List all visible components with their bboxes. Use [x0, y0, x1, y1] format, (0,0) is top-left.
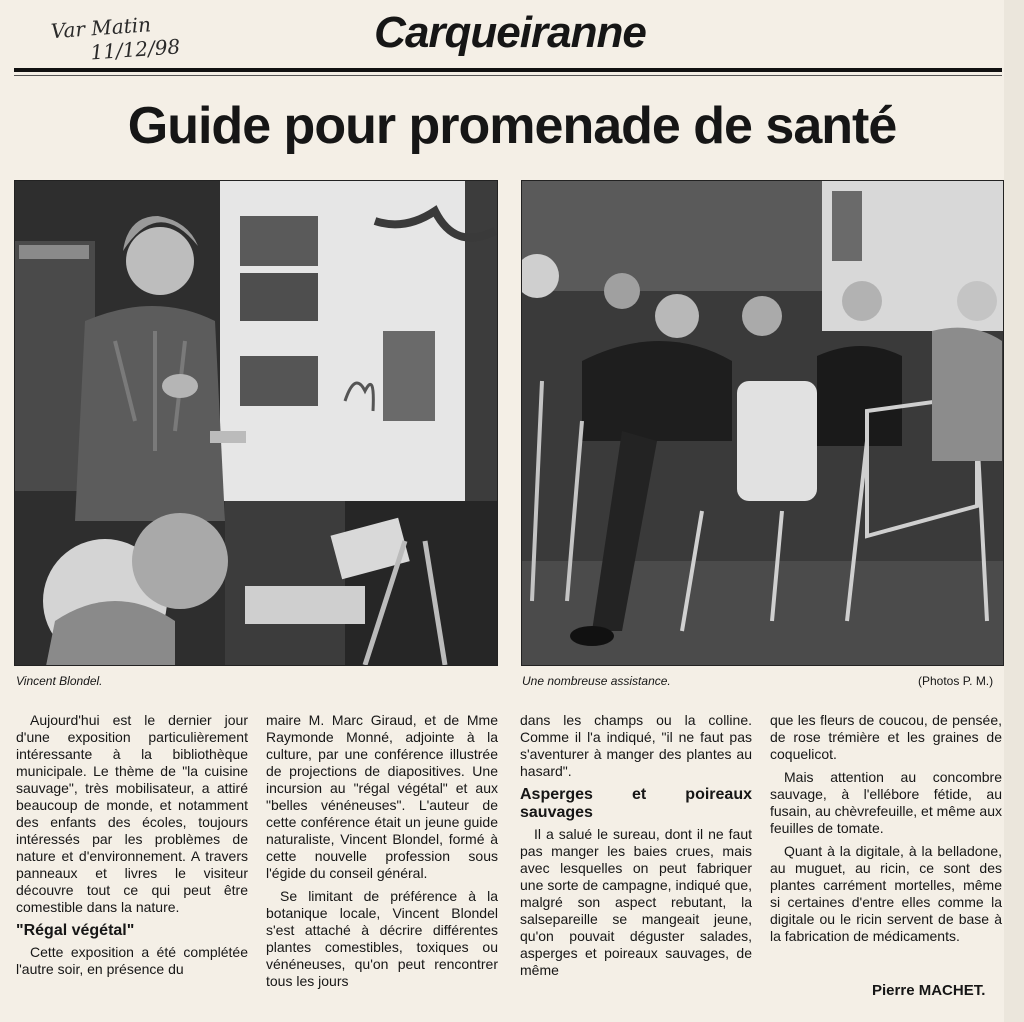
photo-caption-left: Vincent Blondel. — [16, 674, 103, 688]
article-column-4 — [770, 712, 1002, 951]
section-title: Carqueiranne — [374, 8, 646, 57]
header-rule-thin — [14, 75, 1002, 76]
handwritten-paper-name: Var Matin — [50, 12, 152, 44]
paragraph: Aujourd'hui est le dernier jour d'une exposition particulièrement intéressante à la bibliothèque municipale. Le thème de "la cuisine sauvage", très mobilisateur, a attiré beaucoup de monde, et notamment des enfants des écoles, toujours intéressés par les problèmes de nature et d'environnement. A travers panneaux et livres le visiteur découvre tout ce qui peut être comestible dans la nature. — [16, 712, 248, 915]
photo-caption-right: Une nombreuse assistance. — [522, 674, 671, 688]
article-column-1 — [16, 712, 248, 984]
paragraph: maire M. Marc Giraud, et de Mme Raymonde Monné, adjointe à la culture, par une conférence illustrée de projections de diapositives. Une incursion au "régal végétal" et aux "belles vénéneuses". L'auteur de cette conférence était un jeune guide naturaliste, Vincent Blondel, formé à cette nouvelle profession sous l'égide du conseil général. — [266, 712, 498, 881]
headline: Guide pour promenade de santé — [127, 97, 897, 155]
subheading: "Régal végétal" — [16, 922, 135, 939]
header-rule — [14, 68, 1002, 72]
paragraph: Mais attention au concombre sauvage, à l'ellébore fétide, au fusain, au chèvrefeuille, et même aux feuilles de tomate. — [770, 769, 1002, 836]
clipping-edge — [1004, 0, 1024, 1022]
paragraph: Quant à la digitale, à la belladone, au muguet, au ricin, ce sont des plantes carrément mortelles, même si certaines d'entre elles comme la digitale ou le ricin servent de base à la fabrication de médicaments. — [770, 843, 1002, 944]
photo-credit: (Photos P. M.) — [918, 674, 994, 688]
paragraph: Il a salué le sureau, dont il ne faut pas manger les baies crues, mais avec lesquelles on peut fabriquer une sorte de campagne, indiqué que, malgré son aspect rebutant, la salsepareille se mangeait jeune, qu'on pouvait déguster salades, asperges et poireaux sauvages, de même — [520, 826, 752, 978]
photo-audience — [521, 180, 1004, 666]
paragraph: Cette exposition a été complétée l'autre soir, en présence du — [16, 944, 248, 977]
article-column-3 — [520, 712, 752, 985]
author-signature: Pierre MACHET. — [872, 982, 986, 999]
paragraph: que les fleurs de coucou, de pensée, de rose trémière et les graines de coquelicot. — [770, 712, 1002, 762]
subheading: Asperges et poireaux sauvages — [520, 786, 752, 821]
paragraph: dans les champs ou la colline. Comme il l'a indiqué, "il ne faut pas s'aventurer à manger des plantes au hasard". — [520, 712, 752, 779]
photo-speaker — [14, 180, 498, 666]
handwritten-date: 11/12/98 — [89, 34, 181, 65]
paragraph: Se limitant de préférence à la botanique locale, Vincent Blondel s'est attaché à décrire différentes plantes comestibles, toxiques ou vénéneuses, qu'on peut rencontrer tous les jours — [266, 888, 498, 989]
article-column-2 — [266, 712, 498, 996]
